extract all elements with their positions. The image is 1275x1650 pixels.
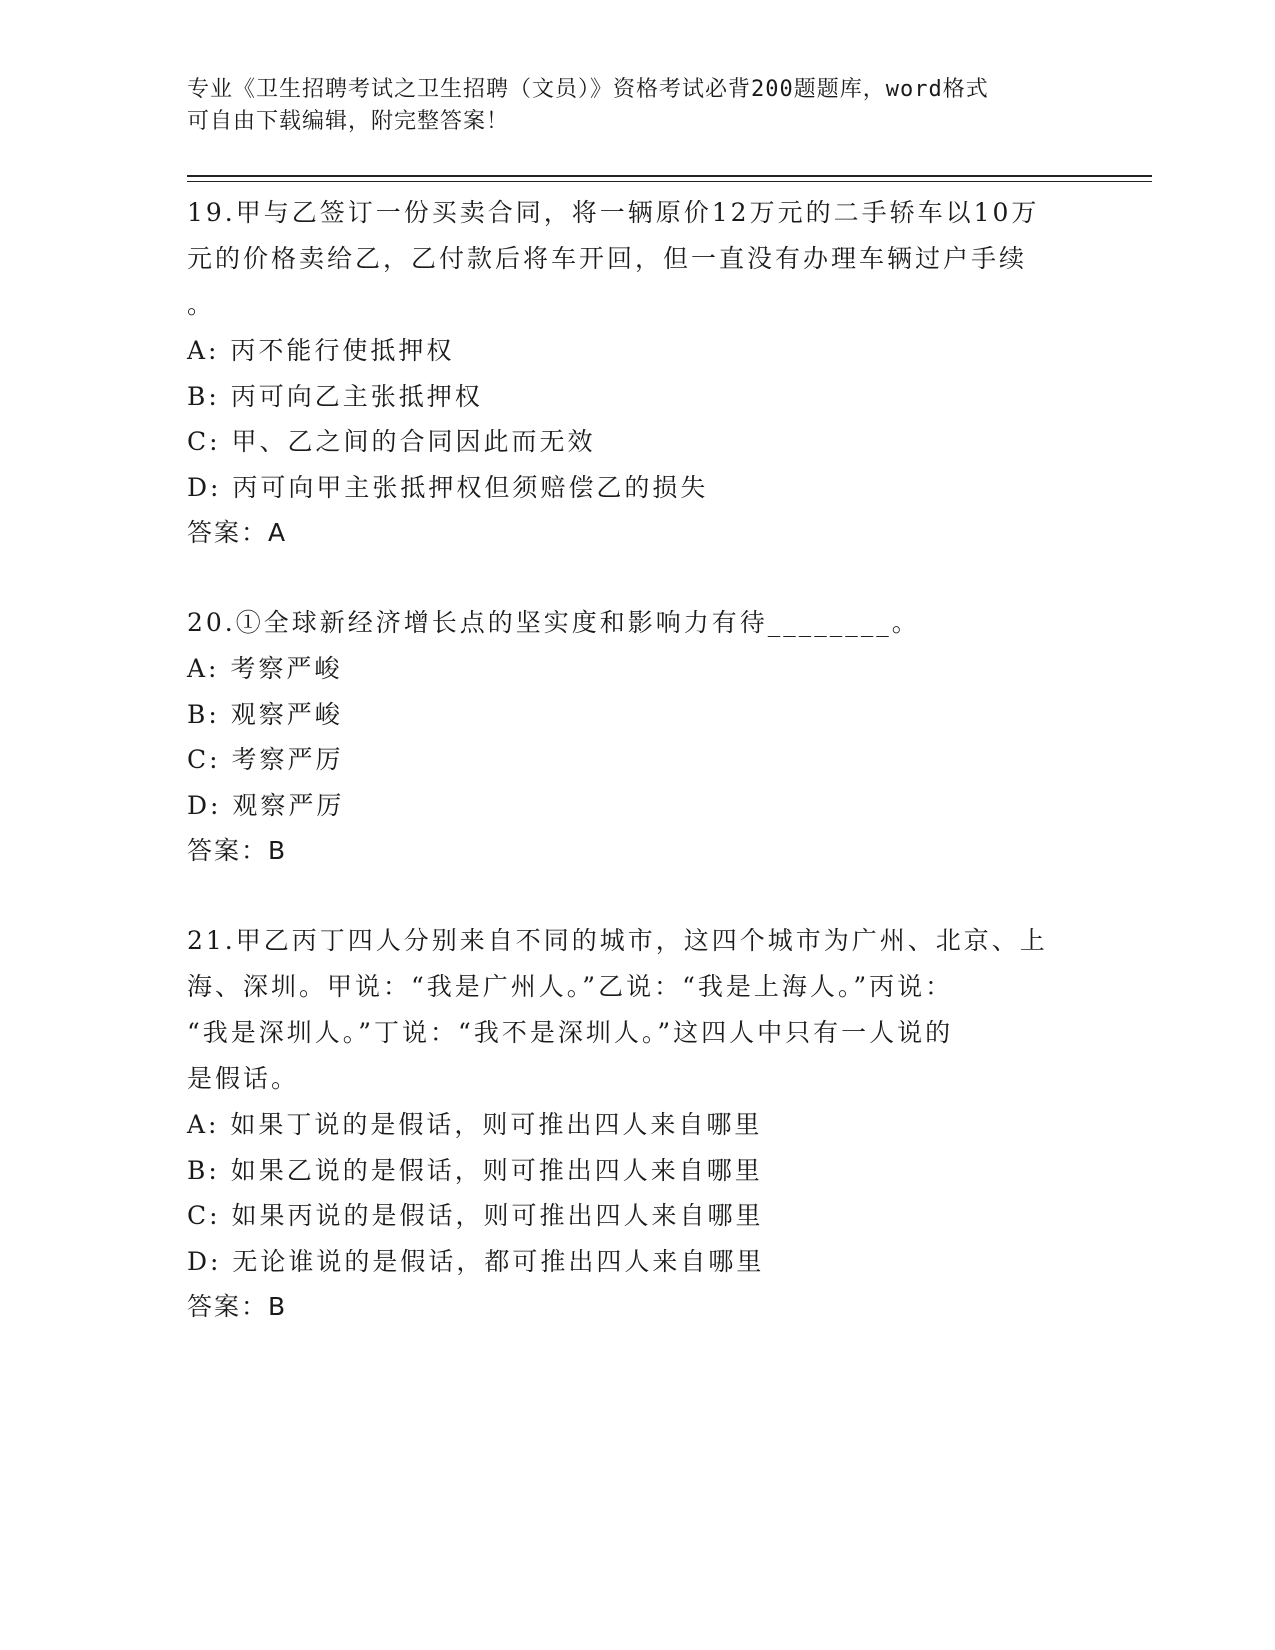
question-21 (187, 918, 1087, 1330)
header-title-line-1: 专业《卫生招聘考试之卫生招聘（文员）》资格考试必背200题题库，word格式 (187, 77, 989, 102)
option-d: D: 无论谁说的是假话，都可推出四人来自哪里 (187, 1246, 765, 1276)
option-b: B: 如果乙说的是假话，则可推出四人来自哪里 (187, 1155, 763, 1185)
question-20 (187, 600, 1087, 874)
option-c: C: 考察严厉 (187, 745, 344, 774)
option-b: B: 丙可向乙主张抵押权 (187, 381, 483, 411)
option-b: B: 观察严峻 (187, 699, 343, 729)
answer-label: 答案：B (187, 1292, 288, 1321)
answer-label: 答案：B (187, 836, 288, 865)
header-divider-thick (187, 175, 1152, 177)
option-a: A: 考察严峻 (187, 654, 343, 683)
question-19 (187, 190, 1087, 556)
option-d: D: 观察严厉 (187, 790, 345, 820)
document-header (187, 74, 1087, 138)
option-c: C: 如果丙说的是假话，则可推出四人来自哪里 (187, 1201, 764, 1230)
question-stem-line: 21.甲乙丙丁四人分别来自不同的城市，这四个城市为广州、北京、上 (187, 926, 1048, 955)
question-stem-line: 19.甲与乙签订一份买卖合同，将一辆原价12万元的二手轿车以10万 (187, 198, 1040, 227)
answer-label: 答案：A (187, 518, 288, 547)
question-stem-line: “我是深圳人。”丁说：“我不是深圳人。”这四人中只有一人说的 (187, 1018, 954, 1047)
header-title-line-2: 可自由下载编辑，附完整答案！ (187, 109, 510, 134)
question-stem-line: 20.①全球新经济增长点的坚实度和影响力有待________。 (187, 608, 920, 637)
question-stem-line: 海、深圳。甲说：“我是广州人。”乙说：“我是上海人。”丙说： (187, 972, 954, 1001)
option-d: D: 丙可向甲主张抵押权但须赔偿乙的损失 (187, 472, 709, 502)
option-c: C: 甲、乙之间的合同因此而无效 (187, 427, 596, 456)
question-stem-line: 是假话。 (187, 1064, 300, 1093)
question-stem-line: 元的价格卖给乙，乙付款后将车开回，但一直没有办理车辆过户手续 (187, 244, 1028, 273)
question-stem-line: 。 (187, 290, 216, 319)
option-a: A: 丙不能行使抵押权 (187, 336, 455, 365)
question-list (187, 190, 1087, 1374)
option-a: A: 如果丁说的是假话，则可推出四人来自哪里 (187, 1110, 763, 1139)
header-divider-thin (187, 181, 1152, 182)
